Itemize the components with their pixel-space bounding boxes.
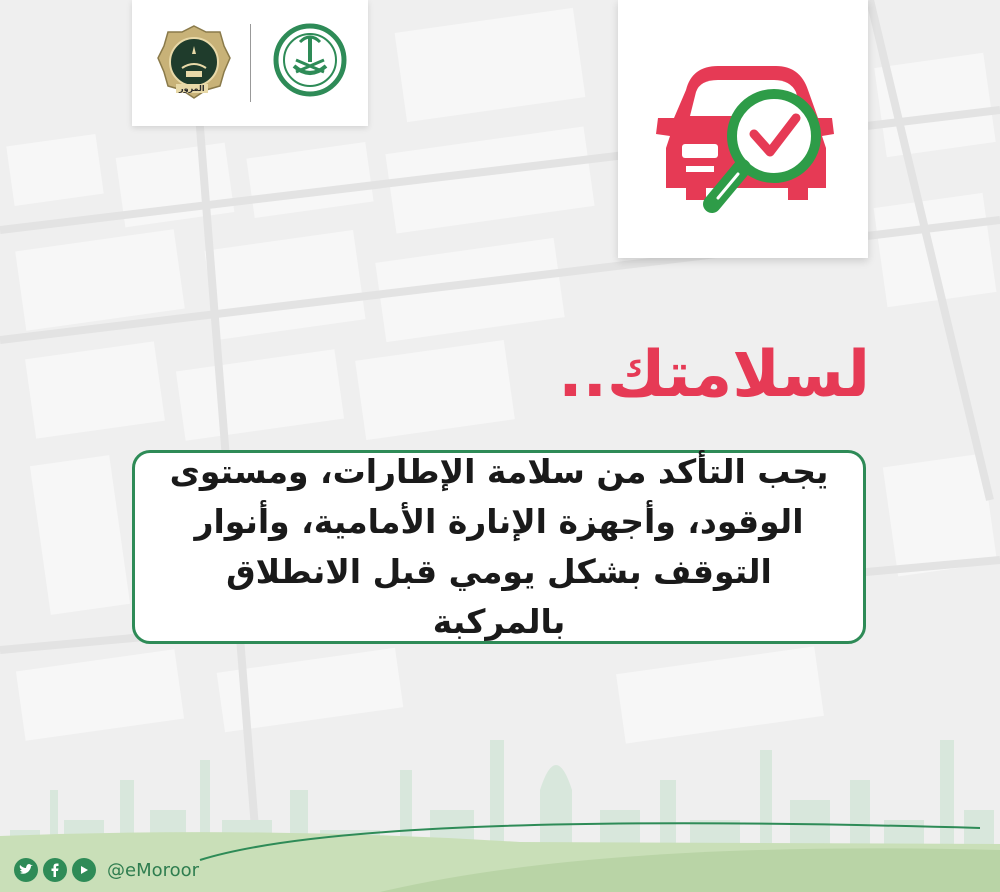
logos-card bbox=[132, 0, 368, 126]
emblem-label-traffic: المرور bbox=[176, 84, 208, 93]
twitter-icon[interactable] bbox=[14, 858, 38, 882]
youtube-icon[interactable] bbox=[72, 858, 96, 882]
safety-message: يجب التأكد من سلامة الإطارات، ومستوى الوقود، وأجهزة الإنارة الأمامية، وأنوار التوقف بشكل يومي قبل الانطلاق بالمركبة bbox=[169, 452, 829, 641]
social-links bbox=[14, 857, 199, 883]
vehicle-check-card bbox=[618, 0, 868, 258]
car-inspection-icon bbox=[646, 60, 842, 228]
safety-message-box bbox=[132, 450, 866, 644]
logo-divider bbox=[250, 24, 251, 102]
facebook-icon[interactable] bbox=[43, 858, 67, 882]
headline: لسلامتك.. bbox=[558, 338, 870, 412]
ministry-emblem bbox=[270, 20, 350, 102]
social-handle[interactable]: @eMoroor bbox=[107, 859, 200, 881]
